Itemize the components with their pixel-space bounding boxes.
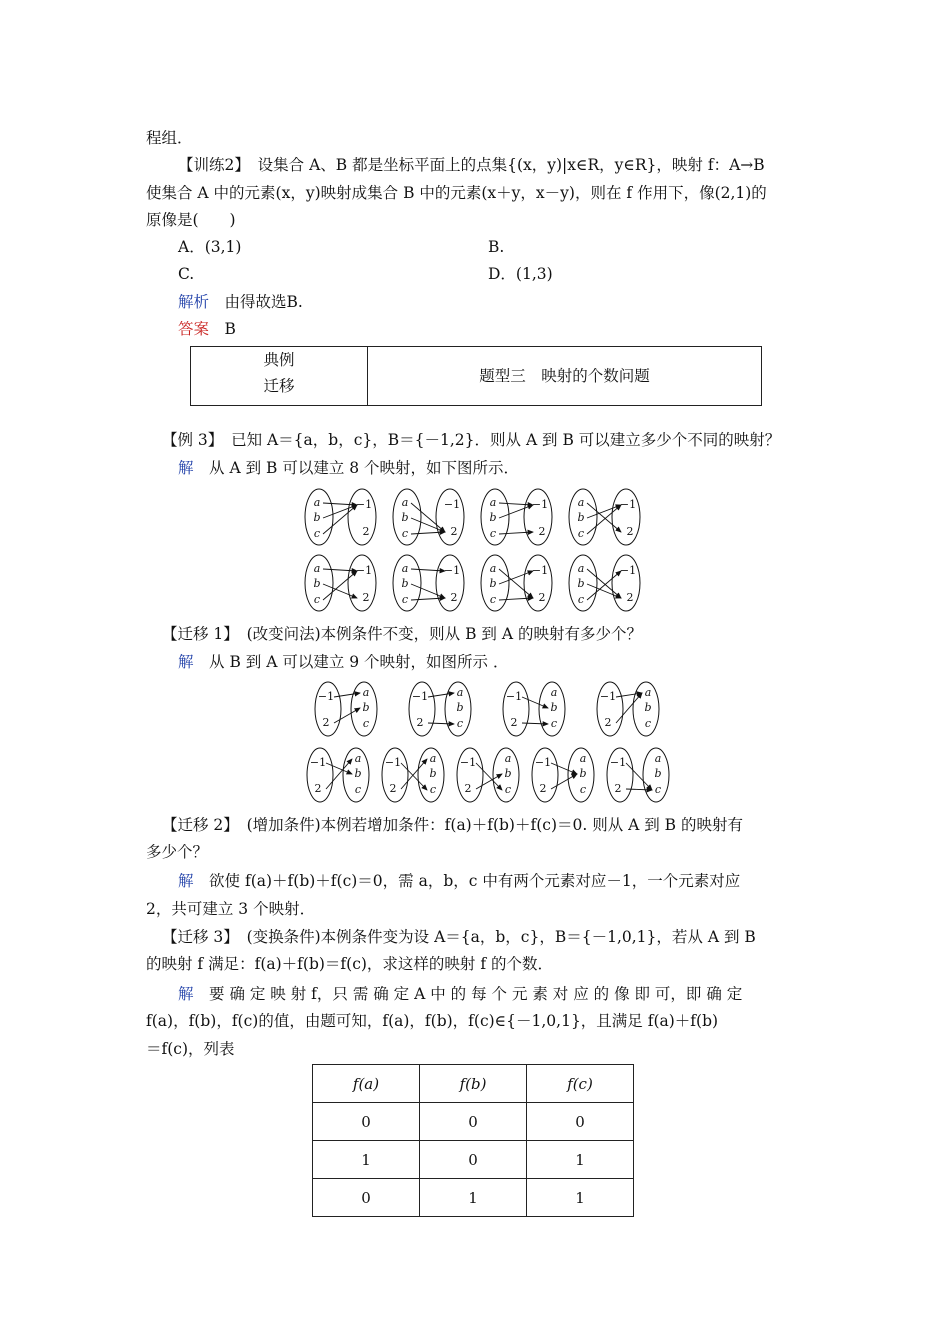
set-b-element-label: −1	[411, 690, 429, 703]
table-cell: 0	[313, 1103, 420, 1141]
set-a-element-label: a	[577, 496, 585, 509]
mapping-b-to-a	[315, 682, 377, 736]
set-a-element-label: c	[489, 593, 497, 606]
set-b-element-label: 2	[614, 782, 622, 795]
set-a-element-label: a	[654, 752, 662, 765]
set-a-element-label: a	[354, 752, 362, 765]
set-a-element-label: b	[577, 511, 585, 524]
mapping-arrow	[551, 763, 577, 774]
transfer-2-line-2: 多少个？	[146, 843, 209, 861]
table-cell: 0	[313, 1179, 420, 1217]
set-b-element-label: −1	[317, 690, 335, 703]
set-b-element-label: 2	[538, 591, 546, 604]
solution-label: 解	[178, 459, 194, 477]
section-tag-line-2: 迁移	[263, 377, 295, 395]
set-a-element-label: c	[362, 717, 370, 730]
set-b-element-label: −1	[609, 756, 627, 769]
mapping-arrow	[411, 503, 445, 532]
answer-label: 答案	[178, 320, 210, 338]
transfer-3-solution-2: f(a)，f(b)，f(c)的值，由题可知，f(a)，f(b)，f(c)∈{－1,0,1}，且满足 f(a)＋f(b)	[146, 1012, 719, 1030]
set-a-element-label: a	[579, 752, 587, 765]
solution-text: 从 B 到 A 可以建立 9 个映射，如图所示 ．	[209, 653, 509, 671]
set-b-element-label: 2	[464, 782, 472, 795]
set-a-element-label: a	[313, 496, 321, 509]
mappings-b-to-a-diagram	[300, 678, 680, 806]
set-a-element-label: b	[313, 577, 321, 590]
mapping-a-to-b	[393, 555, 464, 611]
mapping-arrow	[551, 774, 577, 789]
section-tag-cell	[191, 347, 368, 405]
mapping-arrow	[334, 693, 360, 697]
set-a-element-label: b	[644, 701, 652, 714]
mapping-b-to-a	[532, 748, 594, 802]
mapping-arrow	[616, 693, 642, 723]
set-a-element-label: b	[456, 701, 464, 714]
transfer-1-line	[162, 624, 642, 644]
table-cell: 1	[527, 1141, 634, 1179]
mapping-arrow	[323, 503, 357, 505]
set-b-element-label: 2	[389, 782, 397, 795]
transfer-1-text: (改变问法)本例条件不变，则从 B 到 A 的映射有多少个？	[246, 625, 642, 643]
transfer-2-text: (增加条件)本例若增加条件：f(a)＋f(b)＋f(c)＝0. 则从 A 到 B 的映射有	[246, 816, 744, 834]
set-a-element-label: c	[577, 527, 585, 540]
mapping-arrow	[626, 763, 652, 790]
mapping-b-to-a	[457, 748, 519, 802]
mapping-b-to-a	[409, 682, 471, 736]
set-b-element-label: 2	[539, 782, 547, 795]
set-b-element-label: −1	[619, 498, 637, 511]
set-a-element-label: a	[362, 686, 370, 699]
mapping-arrow	[323, 505, 357, 518]
mapping-arrow	[428, 693, 454, 697]
option-c: C.	[178, 265, 195, 283]
mapping-arrow	[499, 532, 533, 534]
transfer-3-line-1	[162, 927, 756, 947]
table-cell: 1	[420, 1179, 527, 1217]
transfer-3-tag: 【迁移 3】	[162, 928, 232, 946]
mapping-arrow	[499, 598, 533, 600]
set-a-element-label: b	[354, 767, 362, 780]
exercise-2-line-3: 原像是( )	[146, 211, 236, 229]
mapping-arrow	[326, 763, 352, 774]
option-d: D．(1,3)	[488, 265, 553, 283]
solution-label: 解	[178, 872, 194, 890]
mapping-arrow	[522, 697, 548, 708]
set-b-element-label: 2	[510, 716, 518, 729]
exercise-2-tag: 【训练2】	[178, 156, 243, 174]
set-a-element-label: a	[550, 686, 558, 699]
section-tag-line-1: 典例	[263, 351, 295, 369]
mapping-arrow	[587, 505, 621, 534]
analysis-label: 解析	[178, 293, 210, 311]
exercise-2-line-2: 使集合 A 中的元素(x，y)映射成集合 B 中的元素(x＋y，x－y)，则在 f 作用下，像(2,1)的	[146, 184, 767, 202]
mapping-arrow	[616, 693, 642, 697]
set-a-element-label: a	[504, 752, 512, 765]
mapping-arrow	[522, 723, 548, 724]
set-a-element-label: b	[313, 511, 321, 524]
mapping-arrow	[411, 598, 445, 600]
exercise-2-text: 设集合 A、B 都是坐标平面上的点集{(x，y)|x∈R，y∈R}，映射 f：A→B	[257, 156, 765, 174]
set-a-element-label: b	[489, 577, 497, 590]
set-a-element-label: c	[489, 527, 497, 540]
set-b-element-label: 2	[450, 591, 458, 604]
transfer-1-tag: 【迁移 1】	[162, 625, 232, 643]
set-a-element-label: c	[313, 593, 321, 606]
transfer-2-line-1	[162, 815, 743, 835]
set-a-element-label: a	[401, 496, 409, 509]
mapping-a-to-b	[393, 489, 464, 545]
set-a-element-label: c	[504, 783, 512, 796]
set-b-element-label: −1	[443, 498, 461, 511]
set-a-element-label: b	[504, 767, 512, 780]
set-a-element-label: c	[401, 527, 409, 540]
table-cell: 1	[527, 1179, 634, 1217]
set-b-element-label: −1	[355, 498, 373, 511]
set-a-element-label: a	[456, 686, 464, 699]
transfer-3-solution-3: ＝f(c)，列表	[146, 1040, 235, 1058]
set-a-element-label: c	[313, 527, 321, 540]
set-a-element-label: a	[313, 562, 321, 575]
mapping-b-to-a	[382, 748, 444, 802]
mapping-arrow	[428, 723, 454, 724]
set-b-element-label: −1	[531, 498, 549, 511]
mapping-a-to-b	[481, 555, 552, 611]
set-a-element-label: c	[401, 593, 409, 606]
set-b-element-label: 2	[538, 525, 546, 538]
table-header-cell: f(a)	[313, 1065, 420, 1103]
mapping-arrow	[401, 759, 427, 789]
set-b-element-label: 2	[314, 782, 322, 795]
set-a-element-label: b	[550, 701, 558, 714]
mapping-b-to-a	[503, 682, 565, 736]
set-b-element-label: 2	[604, 716, 612, 729]
values-table	[312, 1064, 634, 1217]
section-header-box	[190, 346, 762, 406]
set-b-element-label: −1	[619, 564, 637, 577]
mapping-a-to-b	[481, 489, 552, 545]
set-a-element-label: b	[401, 511, 409, 524]
table-header-row	[313, 1065, 634, 1103]
table-row	[313, 1103, 634, 1141]
set-a-element-label: a	[577, 562, 585, 575]
set-a-element-label: c	[654, 783, 662, 796]
set-b-element-label: −1	[384, 756, 402, 769]
solution-text: 欲使 f(a)＋f(b)＋f(c)＝0，需 a，b，c 中有两个元素对应－1，一个元素对应	[209, 872, 741, 890]
table-row	[313, 1141, 634, 1179]
set-a-element-label: b	[654, 767, 662, 780]
set-a-element-label: c	[577, 593, 585, 606]
set-b-element-label: 2	[450, 525, 458, 538]
transfer-3-text: (变换条件)本例条件变为设 A＝{a，b，c}，B＝{－1,0,1}，若从 A 到 B	[246, 928, 756, 946]
transfer-2-solution-1	[178, 871, 740, 891]
example-3-line	[162, 430, 780, 450]
example-3-solution	[178, 458, 519, 478]
set-b-element-label: 2	[626, 525, 634, 538]
option-a: A．(3,1)	[178, 238, 242, 256]
set-a-element-label: c	[429, 783, 437, 796]
set-b-element-label: 2	[362, 525, 370, 538]
mapping-arrow	[411, 532, 445, 534]
set-a-element-label: a	[489, 562, 497, 575]
transfer-2-tag: 【迁移 2】	[162, 816, 232, 834]
mapping-arrow	[499, 505, 533, 518]
table-cell: 1	[313, 1141, 420, 1179]
solution-text: 要 确 定 映 射 f，只 需 确 定 A 中 的 每 个 元 素 对 应 的 像 即 可，即 确 定	[209, 985, 743, 1003]
option-b: B.	[488, 238, 505, 256]
table-header-cell: f(b)	[420, 1065, 527, 1103]
set-a-element-label: a	[489, 496, 497, 509]
set-a-element-label: c	[550, 717, 558, 730]
set-a-element-label: a	[644, 686, 652, 699]
solution-text: 从 A 到 B 可以建立 8 个映射，如下图所示．	[209, 459, 520, 477]
mapping-arrow	[323, 505, 357, 534]
transfer-3-solution-1	[178, 984, 742, 1004]
mapping-arrow	[626, 789, 652, 790]
mapping-arrow	[411, 518, 445, 532]
set-a-element-label: c	[354, 783, 362, 796]
set-a-element-label: a	[401, 562, 409, 575]
section-title: 题型三 映射的个数问题	[479, 367, 650, 385]
mapping-arrow	[499, 503, 533, 505]
solution-label: 解	[178, 985, 194, 1003]
set-b-element-label: −1	[531, 564, 549, 577]
table-cell: 0	[527, 1103, 634, 1141]
example-3-text: 已知 A＝{a，b，c}，B＝{－1,2}．则从 A 到 B 可以建立多少个不同的映射？	[231, 431, 781, 449]
set-a-element-label: b	[579, 767, 587, 780]
solution-label: 解	[178, 653, 194, 671]
analysis-line	[178, 292, 303, 312]
set-b-element-label: −1	[443, 564, 461, 577]
table-cell: 0	[420, 1141, 527, 1179]
set-a-element-label: b	[429, 767, 437, 780]
text-line: 程组．	[146, 129, 193, 147]
set-b-element-label: −1	[355, 564, 373, 577]
table-row	[313, 1179, 634, 1217]
mapping-a-to-b	[305, 489, 376, 545]
mapping-a-to-b	[569, 555, 640, 611]
exercise-2-line-1	[178, 155, 765, 175]
mapping-b-to-a	[307, 748, 369, 802]
mapping-arrow	[323, 569, 357, 571]
set-b-element-label: −1	[459, 756, 477, 769]
set-a-element-label: b	[577, 577, 585, 590]
set-b-element-label: 2	[416, 716, 424, 729]
set-b-element-label: 2	[626, 591, 634, 604]
mapping-b-to-a	[607, 748, 669, 802]
example-3-tag: 【例 3】	[162, 431, 216, 449]
set-b-element-label: −1	[505, 690, 523, 703]
table-header-cell: f(c)	[527, 1065, 634, 1103]
transfer-3-line-2: 的映射 f 满足：f(a)＋f(b)＝f(c)，求这样的映射 f 的个数．	[146, 955, 554, 973]
table-cell: 0	[420, 1103, 527, 1141]
mapping-b-to-a	[597, 682, 659, 736]
mapping-arrow	[326, 759, 352, 789]
mapping-arrow	[411, 584, 445, 598]
set-a-element-label: c	[579, 783, 587, 796]
mapping-a-to-b	[305, 555, 376, 611]
mappings-a-to-b-diagram	[300, 484, 680, 614]
set-a-element-label: b	[362, 701, 370, 714]
answer-line	[178, 319, 236, 339]
mapping-arrow	[411, 569, 445, 571]
set-b-element-label: −1	[309, 756, 327, 769]
set-b-element-label: 2	[362, 591, 370, 604]
mapping-arrow	[587, 569, 621, 598]
set-a-element-label: b	[401, 577, 409, 590]
set-b-element-label: 2	[322, 716, 330, 729]
analysis-text: 由得故选B.	[224, 293, 303, 311]
transfer-1-solution	[178, 652, 508, 672]
set-b-element-label: −1	[534, 756, 552, 769]
set-a-element-label: c	[456, 717, 464, 730]
mapping-arrow	[401, 763, 427, 790]
mapping-arrow	[334, 708, 360, 723]
set-a-element-label: a	[429, 752, 437, 765]
mapping-a-to-b	[569, 489, 640, 545]
transfer-2-solution-2: 2，共可建立 3 个映射．	[146, 900, 316, 918]
set-a-element-label: b	[489, 511, 497, 524]
set-b-element-label: −1	[599, 690, 617, 703]
set-a-element-label: c	[644, 717, 652, 730]
answer-text: B	[224, 320, 236, 338]
